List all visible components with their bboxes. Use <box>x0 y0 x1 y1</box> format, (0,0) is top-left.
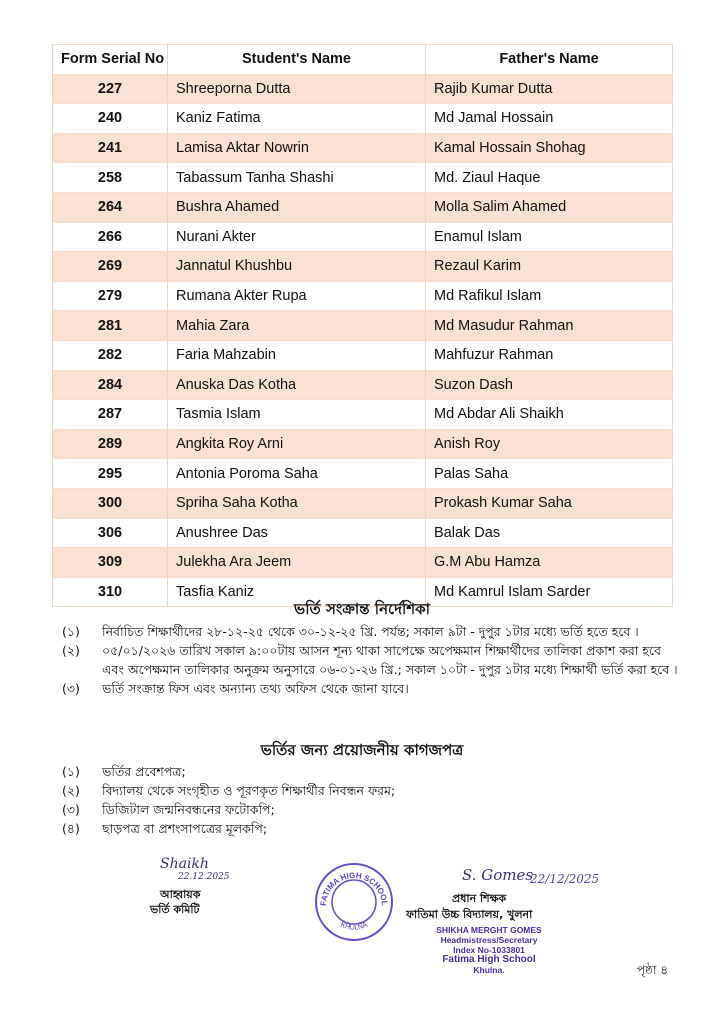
convener-role: আহ্বায়ক <box>160 888 201 901</box>
cell-father-name: G.M Abu Hamza <box>426 548 673 578</box>
list-item <box>62 679 682 698</box>
list-item-text: বিদ্যালয় থেকে সংগৃহীত ও পূরণকৃত শিক্ষার্থীর নিবন্ধন ফরম; <box>102 783 396 798</box>
headmistress-role: প্রধান শিক্ষক <box>452 892 507 905</box>
table-row <box>53 311 673 341</box>
table-row <box>53 252 673 282</box>
headmistress-stamp <box>424 925 554 975</box>
list-item-text: ০৫/০১/২০২৬ তারিখ সকাল ৯:০০টায় আসন শূন্য থাকা সাপেক্ষে অপেক্ষমান শিক্ষার্থীদের তালিকা প্রকাশ করা হবে এবং অপেক্ষমান তালিকার অনুক্রম অনুসারে ০৬-০১-২৬ খ্রি.; সকাল ১০টা - দুপুর ১টার মধ্যে শিক্ষার্থী ভর্তি করা হবে । <box>102 643 678 677</box>
cell-father-name: Mahfuzur Rahman <box>426 340 673 370</box>
table-row <box>53 340 673 370</box>
documents-title: ভর্তির জন্য প্রয়োজনীয় কাগজপত্র <box>260 741 464 759</box>
cell-form-serial: 289 <box>53 429 168 459</box>
cell-father-name: Md Masudur Rahman <box>426 311 673 341</box>
table-row <box>53 459 673 489</box>
cell-form-serial: 287 <box>53 400 168 430</box>
cell-form-serial: 281 <box>53 311 168 341</box>
cell-form-serial: 266 <box>53 222 168 252</box>
table-row <box>53 548 673 578</box>
stamp-line: Fatima High School <box>442 954 536 965</box>
cell-form-serial: 258 <box>53 163 168 193</box>
table-row <box>53 488 673 518</box>
cell-father-name: Enamul Islam <box>426 222 673 252</box>
cell-student-name: Nurani Akter <box>168 222 426 252</box>
svg-text:KHULNA <box>339 921 368 931</box>
cell-form-serial: 284 <box>53 370 168 400</box>
table-row <box>53 163 673 193</box>
cell-student-name: Tabassum Tanha Shashi <box>168 163 426 193</box>
cell-form-serial: 300 <box>53 488 168 518</box>
cell-student-name: Faria Mahzabin <box>168 340 426 370</box>
cell-student-name: Tasmia Islam <box>168 400 426 430</box>
cell-student-name: Rumana Akter Rupa <box>168 281 426 311</box>
svg-text:FATIMA HIGH SCHOOL <box>319 871 389 906</box>
cell-form-serial: 269 <box>53 252 168 282</box>
table-row <box>53 74 673 104</box>
instructions-list <box>62 622 682 698</box>
documents-list <box>62 762 682 838</box>
cell-student-name: Antonia Poroma Saha <box>168 459 426 489</box>
cell-student-name: Lamisa Aktar Nowrin <box>168 133 426 163</box>
table-row <box>53 222 673 252</box>
seal-place: KHULNA <box>339 921 369 932</box>
cell-father-name: Md. Ziaul Haque <box>426 163 673 193</box>
header-father-name: Father's Name <box>426 45 673 75</box>
list-item-number: (৩) <box>62 681 80 696</box>
stamp-line: Headmistress/Secretary <box>440 935 538 945</box>
list-item <box>62 819 682 838</box>
header-student-name: Student's Name <box>168 45 426 75</box>
list-item-number: (২) <box>62 783 80 798</box>
list-item-text: নির্বাচিত শিক্ষার্থীদের ২৮-১২-২৫ থেকে ৩০-১২-২৫ খ্রি. পর্যন্ত; সকাল ৯টা - দুপুর ১টার মধ্যে ভর্তি হতে হবে । <box>102 624 639 639</box>
cell-student-name: Anuska Das Kotha <box>168 370 426 400</box>
cell-form-serial: 240 <box>53 104 168 134</box>
cell-form-serial: 241 <box>53 133 168 163</box>
stamp-line: SHIKHA MERGHT GOMES <box>436 925 542 935</box>
list-item-number: (২) <box>62 643 80 658</box>
convener-signature: Shaikh <box>160 856 209 872</box>
cell-student-name: Angkita Roy Arni <box>168 429 426 459</box>
cell-form-serial: 309 <box>53 548 168 578</box>
cell-form-serial: 295 <box>53 459 168 489</box>
headmistress-signature: S. Gomes <box>462 866 534 884</box>
cell-father-name: Anish Roy <box>426 429 673 459</box>
header-form-serial: Form Serial No <box>53 45 168 75</box>
table-header-row <box>53 45 673 75</box>
page-number: পৃষ্ঠা ৪ <box>637 963 669 977</box>
cell-form-serial: 279 <box>53 281 168 311</box>
table-row <box>53 429 673 459</box>
cell-student-name: Jannatul Khushbu <box>168 252 426 282</box>
cell-father-name: Md Kamrul Islam Sarder <box>426 577 673 607</box>
list-item <box>62 800 682 819</box>
list-item <box>62 622 682 641</box>
list-item-number: (১) <box>62 624 80 639</box>
cell-father-name: Kamal Hossain Shohag <box>426 133 673 163</box>
list-item-number: (৩) <box>62 802 80 817</box>
admission-list-table <box>52 44 673 607</box>
cell-father-name: Balak Das <box>426 518 673 548</box>
list-item-number: (১) <box>62 764 80 779</box>
cell-father-name: Rezaul Karim <box>426 252 673 282</box>
table-row <box>53 518 673 548</box>
cell-form-serial: 306 <box>53 518 168 548</box>
cell-student-name: Mahia Zara <box>168 311 426 341</box>
seal-text: FATIMA HIGH SCHOOL <box>318 870 390 907</box>
stamp-line: Index No-1033801 <box>453 945 525 955</box>
list-item-text: ছাড়পত্র বা প্রশংসাপত্রের মূলকপি; <box>102 821 268 836</box>
cell-student-name: Bushra Ahamed <box>168 192 426 222</box>
list-item-text: ভর্তি সংক্রান্ত ফিস এবং অন্যান্য তথ্য অফিস থেকে জানা যাবে। <box>102 681 409 696</box>
convener-signature-date: 22.12.2025 <box>178 872 230 882</box>
cell-student-name: Shreeporna Dutta <box>168 74 426 104</box>
admission-committee-label: ভর্তি কমিটি <box>150 903 200 916</box>
table-row <box>53 400 673 430</box>
list-item-number: (৪) <box>62 821 80 836</box>
table-row <box>53 133 673 163</box>
instructions-title: ভর্তি সংক্রান্ত নির্দেশিকা <box>294 600 430 618</box>
cell-student-name: Kaniz Fatima <box>168 104 426 134</box>
institution-name: ফাতিমা উচ্চ বিদ্যালয়, খুলনা <box>406 908 533 921</box>
table-body <box>53 74 673 607</box>
cell-student-name: Spriha Saha Kotha <box>168 488 426 518</box>
list-item <box>62 762 682 781</box>
cell-father-name: Palas Saha <box>426 459 673 489</box>
cell-father-name: Md Rafikul Islam <box>426 281 673 311</box>
cell-father-name: Md Abdar Ali Shaikh <box>426 400 673 430</box>
school-seal-icon <box>312 860 396 944</box>
cell-father-name: Md Jamal Hossain <box>426 104 673 134</box>
list-item-text: ভর্তির প্রবেশপত্র; <box>102 764 186 779</box>
cell-form-serial: 310 <box>53 577 168 607</box>
stamp-line: Khulna. <box>473 965 505 975</box>
cell-form-serial: 227 <box>53 74 168 104</box>
admission-list-table-wrap <box>52 44 672 607</box>
table-row <box>53 104 673 134</box>
headmistress-signature-date: 22/12/2025 <box>530 872 600 886</box>
cell-form-serial: 282 <box>53 340 168 370</box>
cell-student-name: Tasfia Kaniz <box>168 577 426 607</box>
cell-father-name: Prokash Kumar Saha <box>426 488 673 518</box>
cell-father-name: Suzon Dash <box>426 370 673 400</box>
table-row <box>53 281 673 311</box>
table-row <box>53 192 673 222</box>
cell-student-name: Julekha Ara Jeem <box>168 548 426 578</box>
table-row <box>53 370 673 400</box>
cell-father-name: Rajib Kumar Dutta <box>426 74 673 104</box>
list-item-text: ডিজিটাল জন্মনিবন্ধনের ফটোকপি; <box>102 802 275 817</box>
cell-form-serial: 264 <box>53 192 168 222</box>
cell-father-name: Molla Salim Ahamed <box>426 192 673 222</box>
list-item <box>62 641 682 679</box>
cell-student-name: Anushree Das <box>168 518 426 548</box>
list-item <box>62 781 682 800</box>
